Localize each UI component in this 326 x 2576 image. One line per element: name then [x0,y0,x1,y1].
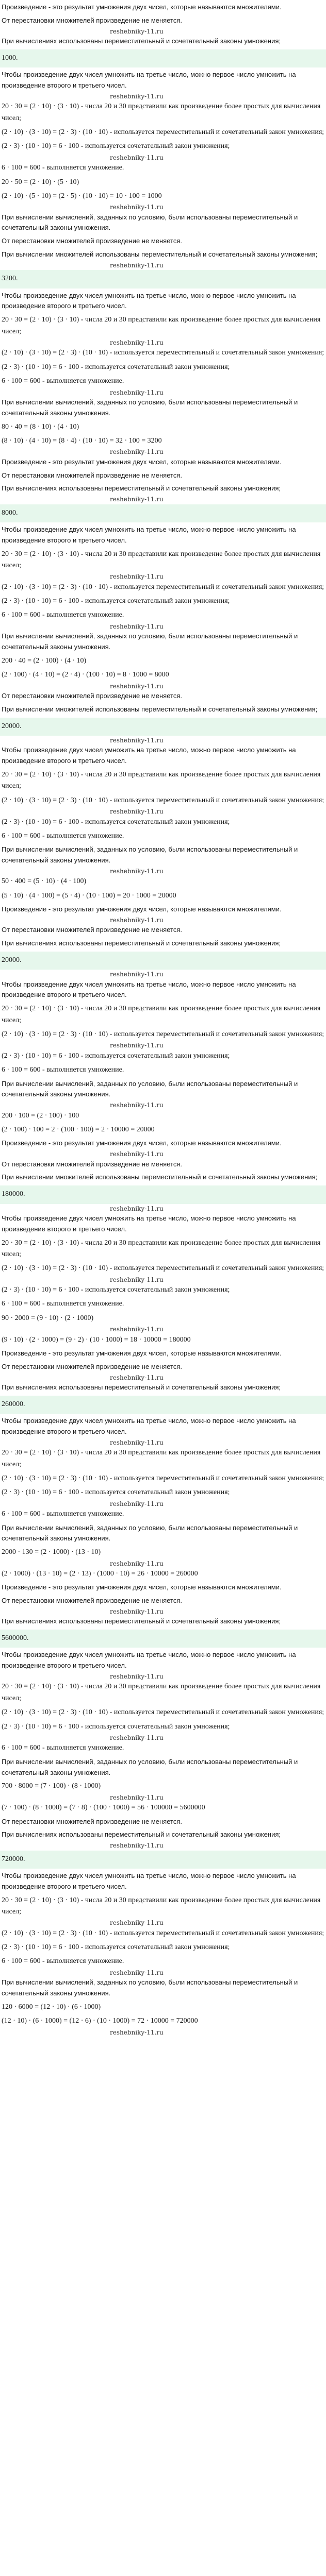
text-line: Чтобы произведение двух чисел умножить на третье число, можно первое число умножить на произведение второго и третьего чисел. [2,1417,296,1435]
text-line: При вычислении вычислений, заданных по условию, были использованы переместительный и сочетательный законы умножения. [2,632,298,651]
text-line: От перестановки множителей произведение не меняется. [2,1160,182,1168]
math-line: (2 · 10) · (3 · 10) = (2 · 3) · (10 · 10) - используется переместительный и сочетательный закон умножения; [2,1030,324,1039]
text-line: Произведение - это результат умножения двух чисел, которые называются множителями. [2,457,282,466]
watermark-text: reshebniky-11.ru [110,808,164,816]
answer-value: 180000. [2,1190,25,1198]
text-line: От перестановки множителей произведение не меняется. [2,237,182,245]
answer-value: 20000. [2,722,22,730]
text-line: При вычислениях использованы переместительный и сочетательный законы умножения; [2,1831,281,1839]
math-line: (9 · 10) · (2 · 1000) = (9 · 2) · (10 · 1000) = 18 · 10000 = 180000 [2,1335,191,1344]
answer-band [0,1185,326,1204]
math-line: (2 · 3) · (10 · 10) = 6 · 100 - используется сочетательный закон умножения; [2,1286,230,1294]
watermark-text: reshebniky-11.ru [110,1374,164,1381]
text-line: Чтобы произведение двух чисел умножить на третье число, можно первое число умножить на произведение второго и третьего чисел. [2,525,296,544]
math-line: 80 · 40 = (8 · 10) · (4 · 10) [2,422,79,431]
math-line: (2 · 100) · (4 · 10) = (2 · 4) · (100 · 10) = 8 · 1000 = 8000 [2,671,169,679]
math-line: 20 · 30 = (2 · 10) · (3 · 10) - числа 20 и 30 представили как произведение более простых для вычисления чисел; [2,770,321,790]
answer-band [0,1396,326,1414]
math-line: (5 · 10) · (4 · 100) = (5 · 4) · (10 · 100) = 20 · 1000 = 20000 [2,891,176,900]
text-line: При вычислениях использованы переместительный и сочетательный законы умножения; [2,939,281,947]
math-line: 6 · 100 = 600 - выполняется умножение. [2,1300,124,1308]
math-line: 700 · 8000 = (7 · 100) · (8 · 1000) [2,1782,101,1790]
math-line: 120 · 6000 = (12 · 10) · (6 · 1000) [2,2003,101,2011]
math-line: 200 · 40 = (2 · 100) · (4 · 10) [2,656,87,665]
math-line: (2 · 10) · (3 · 10) = (2 · 3) · (10 · 10) - используется переместительный и сочетательный закон умножения; [2,583,324,591]
watermark-text: reshebniky-11.ru [110,388,164,396]
math-line: 6 · 100 = 600 - выполняется умножение. [2,377,124,385]
watermark-text: reshebniky-11.ru [110,1919,164,1927]
text-line: При вычислении множителей использованы переместительный и сочетательный законы умножения; [2,1173,318,1181]
watermark-text: reshebniky-11.ru [110,261,164,269]
math-line: 6 · 100 = 600 - выполняется умножение. [2,1744,124,1752]
text-line: Произведение - это результат умножения двух чисел, которые называются множителями. [2,905,282,913]
watermark-text: reshebniky-11.ru [110,339,164,347]
text-line: При вычислениях использованы переместительный и сочетательный законы умножения; [2,1383,281,1391]
watermark-text: reshebniky-11.ru [110,916,164,924]
text-line: При вычислении множителей использованы переместительный и сочетательный законы умножения; [2,250,318,259]
text-line: Чтобы произведение двух чисел умножить на третье число, можно первое число умножить на произведение второго и третьего чисел. [2,980,296,999]
math-line: 20 · 30 = (2 · 10) · (3 · 10) - числа 20 и 30 представили как произведение более простых для вычисления чисел; [2,1005,321,1024]
math-line: 6 · 100 = 600 - выполняется умножение. [2,1957,124,1965]
answer-band [0,1851,326,1869]
watermark-text: reshebniky-11.ru [110,1205,164,1212]
text-line: Произведение - это результат умножения двух чисел, которые называются множителями. [2,1349,282,1358]
math-line: (2 · 10) · (3 · 10) = (2 · 3) · (10 · 10) - используется переместительный и сочетательный закон умножения; [2,128,324,136]
math-line: 6 · 100 = 600 - выполняется умножение. [2,164,124,172]
answer-band [0,49,326,67]
watermark-text: reshebniky-11.ru [110,1560,164,1567]
text-line: Произведение - это результат умножения двух чисел, которые называются множителями. [2,3,282,11]
math-line: (2 · 10) · (3 · 10) = (2 · 3) · (10 · 10) - используется переместительный и сочетательный закон умножения; [2,1474,324,1482]
watermark-text: reshebniky-11.ru [110,448,164,456]
text-line: Произведение - это результат умножения двух чисел, которые называются множителями. [2,1139,282,1147]
watermark-text: reshebniky-11.ru [110,736,164,744]
math-line: (2 · 10) · (3 · 10) = (2 · 3) · (10 · 10) - используется переместительный и сочетательный закон умножения; [2,796,324,804]
watermark-text: reshebniky-11.ru [110,1438,164,1446]
text-line: От перестановки множителей произведение не меняется. [2,471,182,479]
math-line: (2 · 3) · (10 · 10) = 6 · 100 - используется сочетательный закон умножения; [2,1722,230,1731]
math-line: (2 · 1000) · (13 · 10) = (2 · 13) · (1000 · 10) = 26 · 10000 = 260000 [2,1569,198,1578]
math-line: (2 · 3) · (10 · 10) = 6 · 100 - используется сочетательный закон умножения; [2,1943,230,1952]
watermark-text: reshebniky-11.ru [110,1042,164,1049]
math-line: 20 · 50 = (2 · 10) · (5 · 10) [2,178,79,186]
watermark-text: reshebniky-11.ru [110,1500,164,1507]
text-line: При вычислении множителей использованы переместительный и сочетательный законы умножения; [2,705,318,713]
text-line: Чтобы произведение двух чисел умножить на третье число, можно первое число умножить на произведение второго и третьего чисел. [2,1651,296,1670]
watermark-text: reshebniky-11.ru [110,622,164,630]
answer-band [0,952,326,970]
math-line: 6 · 100 = 600 - выполняется умножение. [2,1510,124,1518]
watermark-text: reshebniky-11.ru [110,27,164,35]
math-line: (2 · 3) · (10 · 10) = 6 · 100 - используется сочетательный закон умножения; [2,1052,230,1060]
math-line: 2000 · 130 = (2 · 1000) · (13 · 10) [2,1548,101,1556]
math-line: 20 · 30 = (2 · 10) · (3 · 10) - числа 20 и 30 представили как произведение более простых для вычисления чисел; [2,103,321,122]
math-line: 20 · 30 = (2 · 10) · (3 · 10) - числа 20 и 30 представили как произведение более простых для вычисления чисел; [2,1896,321,1916]
watermark-text: reshebniky-11.ru [110,204,164,211]
watermark-text: reshebniky-11.ru [110,1150,164,1158]
text-line: Чтобы произведение двух чисел умножить на третье число, можно первое число умножить на произведение второго и третьего чисел. [2,291,296,310]
watermark-text: reshebniky-11.ru [110,1969,164,1976]
watermark-text: reshebniky-11.ru [110,496,164,503]
watermark-text: reshebniky-11.ru [110,1793,164,1801]
watermark-text: reshebniky-11.ru [110,1276,164,1283]
math-line: 20 · 30 = (2 · 10) · (3 · 10) - числа 20 и 30 представили как произведение более простых для вычисления чисел; [2,316,321,335]
text-line: От перестановки множителей произведение не меняется. [2,16,182,24]
watermark-text: reshebniky-11.ru [110,1734,164,1741]
math-line: (2 · 3) · (10 · 10) = 6 · 100 - используется сочетательный закон умножения; [2,818,230,826]
text-line: При вычислениях использованы переместительный и сочетательный законы умножения; [2,1617,281,1625]
watermark-text: reshebniky-11.ru [110,573,164,581]
math-line: 6 · 100 = 600 - выполняется умножение. [2,1066,124,1074]
math-line: (2 · 10) · (3 · 10) = (2 · 3) · (10 · 10) - используется переместительный и сочетательный закон умножения; [2,349,324,357]
watermark-text: reshebniky-11.ru [110,1607,164,1615]
math-line: (2 · 10) · (3 · 10) = (2 · 3) · (10 · 10) - используется переместительный и сочетательный закон умножения; [2,1264,324,1273]
watermark-text: reshebniky-11.ru [110,867,164,875]
math-line: (7 · 100) · (8 · 1000) = (7 · 8) · (100 · 1000) = 56 · 100000 = 5600000 [2,1804,205,1812]
math-line: (2 · 3) · (10 · 10) = 6 · 100 - используется сочетательный закон умножения; [2,363,230,371]
text-line: Чтобы произведение двух чисел умножить на третье число, можно первое число умножить на произведение второго и третьего чисел. [2,1871,296,1890]
text-line: Произведение - это результат умножения двух чисел, которые называются множителями. [2,1583,282,1591]
text-line: При вычислении вычислений, заданных по условию, были использованы переместительный и сочетательный законы умножения. [2,1079,298,1098]
watermark-text: reshebniky-11.ru [110,1673,164,1681]
math-line: 6 · 100 = 600 - выполняется умножение. [2,832,124,840]
text-line: При вычислении вычислений, заданных по условию, были использованы переместительный и сочетательный законы умножения. [2,1523,298,1543]
text-line: От перестановки множителей произведение не меняется. [2,1362,182,1370]
watermark-text: reshebniky-11.ru [110,971,164,978]
watermark-text: reshebniky-11.ru [110,2028,164,2036]
text-line: Чтобы произведение двух чисел умножить на третье число, можно первое число умножить на произведение второго и третьего чисел. [2,71,296,89]
answer-band [0,1630,326,1648]
text-line: При вычислении вычислений, заданных по условию, были использованы переместительный и сочетательный законы умножения. [2,213,298,232]
answer-value: 20000. [2,956,22,964]
text-line: От перестановки множителей произведение не меняется. [2,926,182,934]
math-line: 20 · 30 = (2 · 10) · (3 · 10) - числа 20 и 30 представили как произведение более простых для вычисления чисел; [2,1239,321,1258]
text-line: От перестановки множителей произведение не меняется. [2,1597,182,1605]
text-line: При вычислениях использованы переместительный и сочетательный законы умножения; [2,37,281,45]
watermark-text: reshebniky-11.ru [110,1326,164,1333]
math-line: 6 · 100 = 600 - выполняется умножение. [2,611,124,619]
math-line: 200 · 100 = (2 · 100) · 100 [2,1111,79,1120]
answer-value: 8000. [2,509,18,517]
watermark-text: reshebniky-11.ru [110,92,164,100]
answer-value: 5600000. [2,1634,29,1642]
text-line: При вычислении вычислений, заданных по условию, были использованы переместительный и сочетательный законы умножения. [2,1978,298,1997]
text-line: От перестановки множителей произведение не меняется. [2,692,182,700]
math-line: (2 · 3) · (10 · 10) = 6 · 100 - используется сочетательный закон умножения; [2,142,230,150]
text-line: Чтобы произведение двух чисел умножить на третье число, можно первое число умножить на произведение второго и третьего чисел. [2,1214,296,1233]
answer-value: 720000. [2,1855,25,1863]
math-line: (2 · 3) · (10 · 10) = 6 · 100 - используется сочетательный закон умножения; [2,597,230,605]
math-line: (2 · 10) · (3 · 10) = (2 · 3) · (10 · 10) - используется переместительный и сочетательный закон умножения; [2,1708,324,1717]
text-line: При вычислении вычислений, заданных по условию, были использованы переместительный и сочетательный законы умножения. [2,845,298,865]
watermark-text: reshebniky-11.ru [110,682,164,690]
answer-band [0,504,326,522]
math-line: (2 · 100) · 100 = 2 · (100 · 100) = 2 · 10000 = 20000 [2,1125,155,1133]
watermark-text: reshebniky-11.ru [110,1101,164,1109]
math-line: (8 · 10) · (4 · 10) = (8 · 4) · (10 · 10) = 32 · 100 = 3200 [2,436,162,445]
math-line: (2 · 3) · (10 · 10) = 6 · 100 - используется сочетательный закон умножения; [2,1488,230,1497]
math-line: (12 · 10) · (6 · 1000) = (12 · 6) · (10 · 1000) = 72 · 10000 = 720000 [2,2017,198,2025]
answer-value: 1000. [2,54,18,62]
math-line: 50 · 400 = (5 · 10) · (4 · 100) [2,877,87,886]
answer-band [0,270,326,288]
watermark-text: reshebniky-11.ru [110,1842,164,1850]
math-line: 20 · 30 = (2 · 10) · (3 · 10) - числа 20 и 30 представили как произведение более простых для вычисления чисел; [2,550,321,569]
math-line: 90 · 2000 = (9 · 10) · (2 · 1000) [2,1314,94,1322]
text-line: От перестановки множителей произведение не меняется. [2,1817,182,1825]
answer-value: 3200. [2,275,18,283]
text-line: При вычислении вычислений, заданных по условию, были использованы переместительный и сочетательный законы умножения. [2,398,298,417]
text-line: При вычислениях использованы переместительный и сочетательный законы умножения; [2,484,281,493]
answer-band [0,718,326,736]
watermark-text: reshebniky-11.ru [110,154,164,161]
math-line: 20 · 30 = (2 · 10) · (3 · 10) - числа 20 и 30 представили как произведение более простых для вычисления чисел; [2,1683,321,1702]
math-line: 20 · 30 = (2 · 10) · (3 · 10) - числа 20 и 30 представили как произведение более простых для вычисления чисел; [2,1449,321,1468]
text-line: Чтобы произведение двух чисел умножить на третье число, можно первое число умножить на произведение второго и третьего чисел. [2,746,296,765]
math-line: (2 · 10) · (3 · 10) = (2 · 3) · (10 · 10) - используется переместительный и сочетательный закон умножения; [2,1929,324,1937]
math-line: (2 · 10) · (5 · 10) = (2 · 5) · (10 · 10) = 10 · 100 = 1000 [2,192,162,200]
text-line: При вычислении вычислений, заданных по условию, были использованы переместительный и сочетательный законы умножения. [2,1757,298,1776]
answer-value: 260000. [2,1400,25,1408]
